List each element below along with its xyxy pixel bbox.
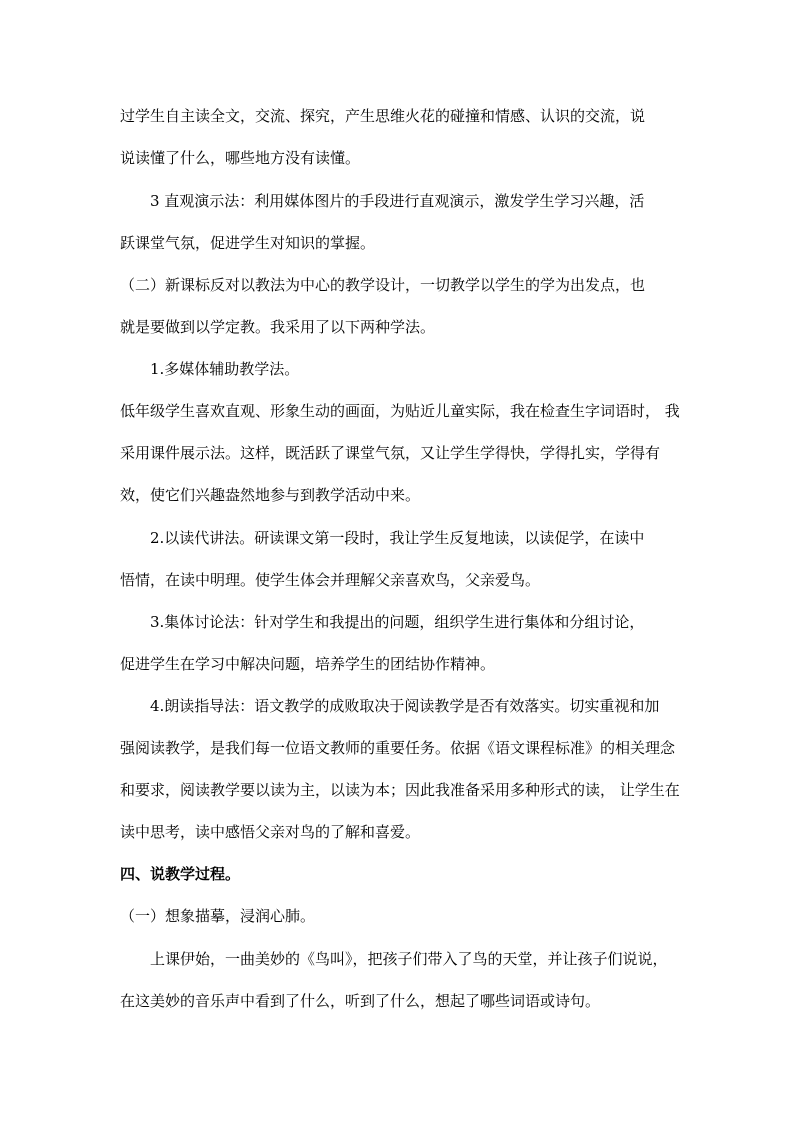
paragraph-line: 2.以读代讲法。研读课文第一段时，我让学生反复地读，以读促学，在读中 (150, 529, 645, 547)
paragraph-line: 4.朗读指导法：语文教学的成败取决于阅读教学是否有效落实。切实重视和加 (150, 697, 660, 715)
paragraph-line: 效，使它们兴趣盎然地参与到教学活动中来。 (120, 486, 421, 504)
subsection-heading: （一）想象描摹，浸润心肺。 (120, 907, 316, 925)
paragraph-line: 低年级学生喜欢直观、形象生动的画面，为贴近儿童实际，我在检查生字词语时， 我 (120, 402, 680, 420)
paragraph-line: 强阅读教学，是我们每一位语文教师的重要任务。依据《语文课程标准》的相关理念 (120, 739, 676, 757)
paragraph-line: 就是要做到以学定教。我采用了以下两种学法。 (120, 318, 436, 336)
section-heading-line: （二）新课标反对以教法为中心的教学设计，一切教学以学生的学为出发点，也 (120, 276, 646, 294)
section-heading: 四、说教学过程。 (120, 865, 241, 883)
paragraph-line: 3 直观演示法：利用媒体图片的手段进行直观演示，激发学生学习兴趣，活 (150, 192, 645, 210)
paragraph-line: 跃课堂气氛，促进学生对知识的掌握。 (120, 234, 376, 252)
list-item-heading: 1.多媒体辅助教学法。 (150, 360, 300, 378)
paragraph-line: 读中思考，读中感悟父亲对鸟的了解和喜爱。 (120, 823, 421, 841)
paragraph-line: 上课伊始，一曲美妙的《鸟叫》，把孩子们带入了鸟的天堂，并让孩子们说说， (150, 950, 668, 968)
paragraph-line: 过学生自主读全文，交流、探究，产生思维火花的碰撞和情感、认识的交流，说 (120, 107, 646, 125)
paragraph-line: 3.集体讨论法：针对学生和我提出的问题，组织学生进行集体和分组讨论， (150, 613, 645, 631)
paragraph-line: 说读懂了什么，哪些地方没有读懂。 (120, 149, 361, 167)
paragraph-line: 和要求，阅读教学要以读为主，以读为本；因此我准备采用多种形式的读， 让学生在 (120, 781, 680, 799)
paragraph-line: 在这美妙的音乐声中看到了什么，听到了什么，想起了哪些词语或诗句。 (120, 992, 601, 1010)
paragraph-line: 悟情，在读中明理。使学生体会并理解父亲喜欢鸟，父亲爱鸟。 (120, 571, 541, 589)
paragraph-line: 促进学生在学习中解决问题，培养学生的团结协作精神。 (120, 655, 496, 673)
paragraph-line: 采用课件展示法。这样，既活跃了课堂气氛，又让学生学得快，学得扎实，学得有 (120, 444, 661, 462)
